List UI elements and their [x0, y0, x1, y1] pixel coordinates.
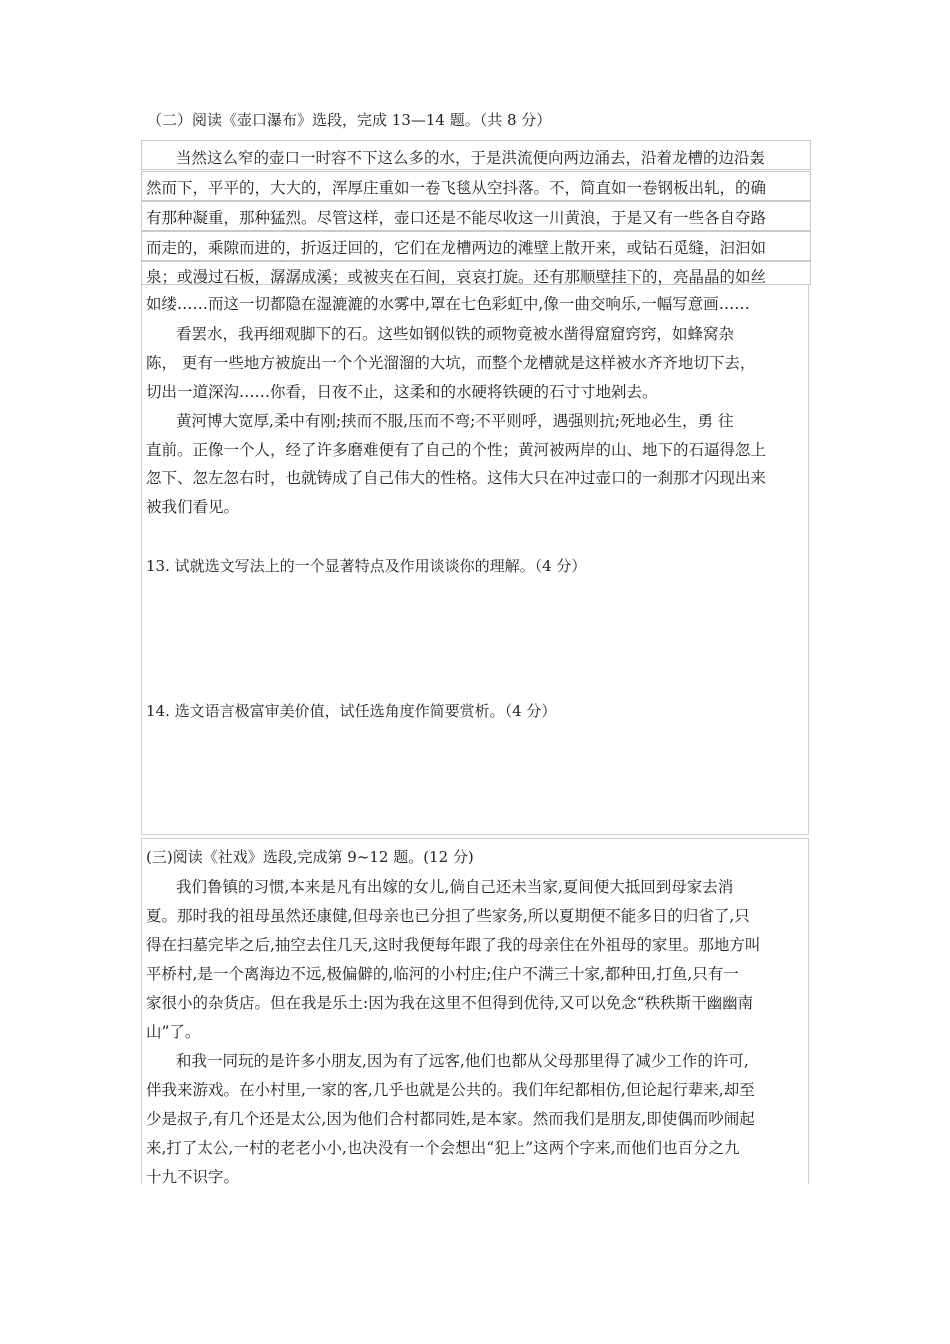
passage-line: 而走的，乘隙而进的，折返迂回的，它们在龙槽两边的滩壁上散开来，或钻石觅缝，汩汩如 — [146, 239, 767, 257]
passage-line: 黄河博大宽厚,柔中有刚;挟而不服,压而不弯;不平则呼，遇强则抗;死地必生，勇 往 — [176, 412, 734, 430]
passage-line: 直前。正像一个人，经了许多磨难便有了自己的个性；黄河被两岸的山、地下的石逼得忽上 — [146, 441, 767, 459]
passage-line: 夏。那时我的祖母虽然还康健,但母亲也已分担了些家务,所以夏期便不能多日的归省了,只 — [146, 907, 750, 925]
passage-line: 少是叔子,有几个还是太公,因为他们合村都同姓,是本家。然而我们是朋友,即使偶而吵闹起 — [146, 1110, 755, 1128]
passage-line: 山”了。 — [146, 1023, 201, 1041]
passage-line: 如缕……而这一切都隐在湿漉漉的水雾中,罩在七色彩虹中,像一曲交响乐,一幅写意画…… — [146, 295, 750, 313]
section-2-heading: （二）阅读《壶口瀑布》选段，完成 13—14 题。（共 8 分） — [147, 111, 552, 129]
question-14: 14. 选文语言极富审美价值，试任选角度作简要赏析。（4 分） — [146, 702, 557, 720]
frame-left-line-2 — [141, 838, 142, 1184]
passage-line: 忽下、忽左忽右时，也就铸成了自己伟大的性格。这伟大只在冲过壶口的一刹那才闪现出来 — [146, 469, 767, 487]
passage-line: 泉；或漫过石板，潺潺成溪；或被夹在石间，哀哀打旋。还有那顺壁挂下的，亮晶晶的如丝 — [146, 268, 767, 286]
passage-line: 伴我来游戏。在小村里,一家的客,几乎也就是公共的。我们年纪都相仿,但论起行辈来,却至 — [146, 1081, 755, 1099]
frame-divider — [141, 834, 809, 835]
frame-left-line — [141, 285, 142, 835]
passage-line: 平桥村,是一个离海边不远,极偏僻的,临河的小村庄;住户不满三十家,都种田,打鱼,只有一 — [146, 965, 739, 983]
passage-line: 然而下，平平的，大大的，浑厚庄重如一卷飞毯从空抖落。不，简直如一卷钢板出轧，的确 — [146, 179, 767, 197]
passage-line: 十九不识字。 — [146, 1168, 240, 1186]
passage-line: 得在扫墓完毕之后,抽空去住几天,这时我便每年跟了我的母亲住在外祖母的家里。那地方叫 — [146, 936, 761, 954]
passage-line: 看罢水，我再细观脚下的石。这些如钢似铁的顽物竟被水凿得窟窟窍窍，如蜂窝杂 — [176, 325, 735, 343]
passage-line: 我们鲁镇的习惯,本来是凡有出嫁的女儿,倘自己还未当家,夏间便大抵回到母家去消 — [176, 878, 734, 896]
frame-right-line-2 — [808, 838, 809, 1184]
passage-line: 切出一道深沟……你看，日夜不止，这柔和的水硬将铁硬的石寸寸地剁去。 — [146, 383, 658, 401]
question-13: 13. 试就选文写法上的一个显著特点及作用谈谈你的理解。（4 分） — [146, 557, 587, 575]
passage-line: 有那种凝重，那种猛烈。尽管这样，壶口还是不能尽收这一川黄浪，于是又有一些各自夺路 — [146, 209, 767, 227]
frame-divider-2 — [141, 838, 809, 839]
passage-line: 当然这么窄的壶口一时容不下这么多的水，于是洪流便向两边涌去，沿着龙槽的边沿轰 — [176, 149, 766, 167]
section-3-heading: (三)阅读《社戏》选段,完成第 9~12 题。(12 分) — [146, 848, 474, 866]
frame-right-line — [808, 285, 809, 835]
passage-line: 家很小的杂货店。但在我是乐土:因为我在这里不但得到优待,又可以免念“秩秩斯干幽幽南 — [146, 994, 754, 1012]
passage-line: 被我们看见。 — [146, 498, 240, 516]
passage-line: 陈， 更有一些地方被旋出一个个光溜溜的大坑，而整个龙槽就是这样被水齐齐地切下去， — [146, 354, 756, 372]
passage-line: 和我一同玩的是许多小朋友,因为有了远客,他们也都从父母那里得了减少工作的许可, — [176, 1052, 749, 1070]
passage-line: 来,打了太公,一村的老老小小,也决没有一个会想出“犯上”这两个字来,而他们也百分之九 — [146, 1139, 740, 1157]
